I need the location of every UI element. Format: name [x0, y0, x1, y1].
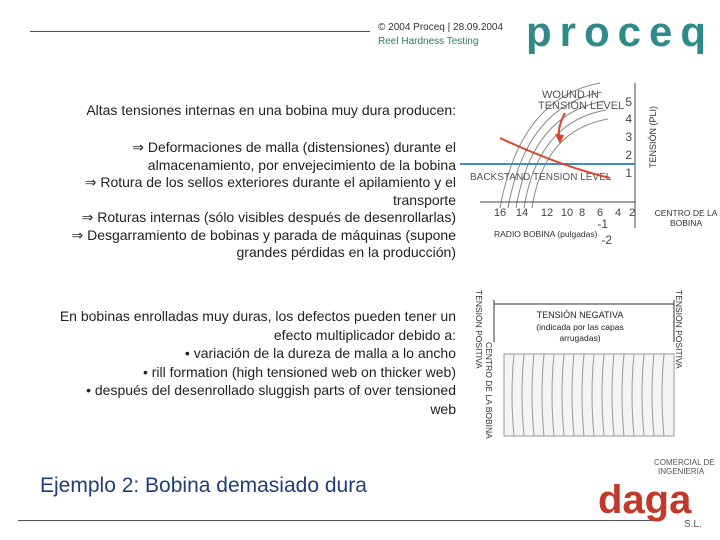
- tension-level-label: TENSION LEVEL: [538, 100, 625, 112]
- negative-tension-note: (indicada por las capas arrugadas): [536, 322, 624, 343]
- wound-in-label: WOUND IN: [542, 89, 599, 101]
- brand-line-2: INGENIERIA: [658, 467, 705, 476]
- bullet-list: [40, 139, 456, 262]
- header-divider: [30, 31, 370, 32]
- brand-line-1: COMERCIAL DE: [654, 458, 715, 467]
- paragraph-line: web: [430, 400, 456, 417]
- paragraph-line: • después del desenrollado sluggish parts of over tensioned: [86, 382, 456, 398]
- bullet-item: ⇒ Roturas internas (sólo visibles después de desenrollarlas): [81, 209, 456, 225]
- footer-divider: [18, 520, 658, 521]
- x-tick: 4: [614, 207, 622, 219]
- x-tick: 12: [540, 207, 554, 219]
- negative-tension-label: TENSIÓN NEGATIVA: [536, 310, 624, 320]
- left-vertical-label: TENSIÓN POSITIVA: [474, 290, 484, 369]
- paragraph-line: • rill formation (high tensioned web on thicker web): [142, 363, 456, 380]
- x-tick: 6: [596, 207, 604, 219]
- slide-title: Ejemplo 2: Bobina demasiado dura: [40, 474, 367, 497]
- y-tick: -2: [601, 233, 612, 247]
- defects-paragraph: [40, 307, 456, 418]
- y-tick: 5: [625, 95, 632, 109]
- x-tick: 2: [628, 207, 636, 219]
- copyright-text: © 2004 Proceq | 28.09.2004: [378, 22, 504, 33]
- y-tick: 3: [625, 130, 632, 144]
- proceq-logo: [526, 14, 708, 54]
- y-tick: -1: [597, 217, 608, 231]
- header-subtitle: Reel Hardness Testing: [378, 36, 479, 47]
- x-tick: 8: [578, 207, 586, 219]
- y-tick: 4: [625, 112, 632, 126]
- backstand-label: BACKSTAND TENSION LEVEL: [470, 172, 612, 183]
- x-tick: 16: [493, 207, 507, 219]
- y-tick: 2: [625, 148, 632, 162]
- intro-text: Altas tensiones internas en una bobina muy dura producen:: [86, 102, 456, 118]
- negative-tension-diagram: [464, 282, 704, 447]
- centro-vertical-label: CENTRO DE LA BOBINA: [484, 342, 494, 439]
- paragraph-line: efecto multiplicador debido a:: [273, 326, 456, 343]
- x-tick: 10: [560, 207, 574, 219]
- brand-sub: S.L.: [684, 519, 702, 530]
- bullet-item: ⇒ Deformaciones de malla (distensiones) durante el almacenamiento, por envejecimiento de la bobina: [132, 139, 456, 173]
- y-tick: 1: [625, 166, 632, 180]
- x-axis-label: RADIO BOBINA (pulgadas): [494, 229, 598, 239]
- roll-cross-section: [504, 354, 674, 436]
- brand-word: daga: [598, 478, 692, 522]
- proceq-logo-text: proceq: [526, 14, 706, 54]
- arrowhead: [555, 134, 564, 144]
- bullet-item: ⇒ Desgarramiento de bobinas y parada de máquinas (supone grandes pérdidas en la producción): [71, 226, 456, 260]
- right-vertical-label: TENSIÓN POSITIVA: [674, 290, 684, 369]
- x-tick: 14: [515, 207, 529, 219]
- paragraph-line: • variación de la dureza de malla a lo ancho: [184, 345, 456, 361]
- daga-logo: [596, 455, 716, 530]
- bullet-item: ⇒ Rotura de los sellos exteriores durante el apilamiento y el transporte: [84, 174, 456, 208]
- paragraph-line: En bobinas enrolladas muy duras, los defectos pueden tener un: [59, 308, 456, 324]
- centro-label: CENTRO DE LA BOBINA: [654, 208, 718, 228]
- y-axis-label: TENSIÓN (PLI): [648, 105, 658, 168]
